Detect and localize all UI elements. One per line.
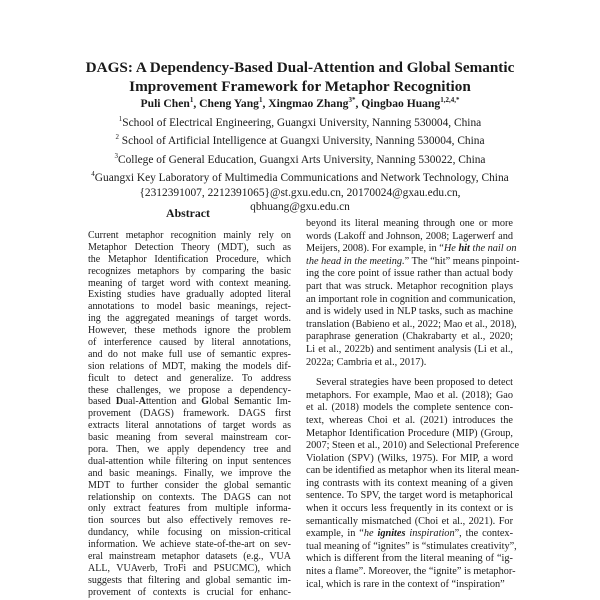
- text-line: [306, 528, 513, 541]
- text-line: extracts literal annotations of target words as: [88, 420, 291, 432]
- text-span: based: [88, 396, 116, 408]
- text-line: information. We achieve state-of-the-art on sev-: [88, 539, 291, 551]
- text-line: nites a flame”. Moreover, the “ignite” is metaphor-: [306, 566, 516, 578]
- text-line: paraphrase generation (Chakrabarty et al., 2020;: [306, 331, 513, 343]
- author-sup: 1,2,4,*: [440, 96, 460, 104]
- text-line: recognizes metaphors by comparing the basic: [88, 265, 291, 277]
- title-line: Improvement Framework for Metaphor Recognition: [129, 78, 471, 95]
- author-name: Puli Chen: [140, 96, 190, 110]
- text-line: 2022a; Cambria et al., 2017).: [306, 356, 427, 368]
- text-line: words (Lakoff and Johnson, 2008; Lagerwerf and: [306, 230, 513, 242]
- abstract-heading: Abstract: [166, 206, 210, 220]
- abstract-body: [88, 230, 291, 599]
- text-line: and basic meanings. Finally, we improve the: [88, 467, 291, 479]
- author-name: Qingbao Huang: [361, 96, 441, 110]
- text-line: Metaphor Detection Theory (MDT), such as: [88, 241, 291, 253]
- affiliation: [0, 112, 600, 130]
- text-line: text, whereas Choi et al. (2021) introduces the: [306, 414, 513, 426]
- text-span: A: [138, 396, 146, 408]
- text-line: which is different from the literal meaning of “ig-: [306, 553, 513, 565]
- text-line: [88, 396, 291, 408]
- affiliation-sup: 1: [118, 115, 123, 123]
- text-line: Li et al., 2022b) and sentiment analysis (Li et al.,: [306, 343, 513, 355]
- affiliation: [0, 130, 600, 148]
- text-line: ficult to detect and generalize. To address: [88, 372, 291, 384]
- text-line: ical, which is rare in the context of “inspiration”: [306, 578, 505, 590]
- text-line: However, these methods ignore the problem: [88, 325, 291, 337]
- affiliation: [0, 149, 600, 167]
- text-span: D: [115, 396, 124, 408]
- text-line: these challenges, we propose a dependency-: [88, 384, 291, 396]
- text-span: emantic Im-: [239, 396, 291, 408]
- introduction-body: [306, 218, 520, 591]
- text-span: inspiration: [405, 528, 455, 540]
- author-name: Cheng Yang: [199, 96, 259, 110]
- text-span: ignites: [377, 528, 406, 540]
- affiliations: [0, 112, 600, 215]
- text-line: beyond its literal meaning through one or more: [306, 218, 513, 229]
- text-line: meaning of target word with context meaning.: [88, 277, 291, 289]
- text-span: He: [443, 243, 459, 255]
- paragraph-gap: [306, 369, 513, 377]
- text-line: when it occurs less frequently in its context or is: [306, 503, 513, 515]
- text-line: eral mainstream metaphor datasets (e.g., VUA: [88, 551, 291, 563]
- text-line: ing contrasts with its context meaning of a given: [306, 477, 513, 489]
- text-line: Violation (SPV) (Wilks, 1975). For MIP, a word: [306, 452, 513, 464]
- affiliation-text: College of General Education, Guangxi Arts University, Nanning 530022, China: [118, 153, 486, 166]
- emails-line: {2312391007, 2212391065}@st.gxu.edu.cn, 20170024@gxau.edu.cn,: [139, 186, 461, 199]
- affiliation-text: School of Artificial Intelligence at Guangxi University, Nanning 530004, China: [118, 135, 485, 148]
- affiliation-sup: 2: [115, 133, 119, 142]
- text-line: ALL, VUAverb, TroFi and PSUCMC), which: [88, 562, 291, 574]
- text-line: dual-attention while filtering on input sentences: [88, 455, 291, 467]
- text-span: he: [363, 528, 378, 540]
- text-line: sion relations of MDT, making the models dif-: [88, 360, 291, 372]
- text-span: Meijers, 2008). For example, in “: [306, 243, 444, 255]
- text-line: ing the core point of issue rather than actual body: [306, 268, 513, 280]
- text-line: semantically mismatched (Choi et al., 2021). For: [306, 515, 513, 527]
- text-line: Current metaphor recognition mainly rely on: [88, 230, 291, 241]
- author-sup: 1: [189, 96, 194, 104]
- text-line: annotations to model basic meanings, reject-: [88, 301, 291, 313]
- text-line: an important role in cognition and communication,: [306, 293, 516, 305]
- text-line: tion sources but also effectively removes re-: [88, 515, 291, 527]
- text-span: ual-: [123, 396, 139, 408]
- text-line: sentence. To SPV, the target word is metaphorical: [306, 490, 513, 502]
- text-line: [306, 243, 517, 256]
- affiliation-text: School of Electrical Engineering, Guangxi University, Nanning 530004, China: [122, 116, 482, 129]
- text-line: Existing studies have gradually adopted literal: [88, 289, 291, 301]
- text-line: Metaphor Identification Procedure (MIP) (Group,: [306, 427, 513, 439]
- text-line: dundancy, while focusing on mission-critical: [88, 527, 291, 539]
- text-line: provement (DAGS) framework. DAGS first: [88, 408, 291, 420]
- text-line: basic meaning from several mainstream cor-: [88, 432, 291, 444]
- text-span: G: [201, 396, 210, 408]
- author-list: Puli Chen$^1$, Cheng Yang$^1$, Xingmao Zhang$^{3*}$, Qingbao Huang$^{1,2,4,*}$: [140, 96, 460, 110]
- text-span: S: [234, 396, 240, 408]
- text-span: lobal: [209, 396, 235, 408]
- text-line: metaphors. For example, Mao et al. (2018); Gao: [306, 389, 513, 401]
- text-line: the Metaphor Identification Procedure, which: [88, 253, 291, 265]
- text-line: Several strategies have been proposed to detect: [316, 377, 513, 389]
- author-sup: 1: [258, 96, 263, 104]
- text-span: the nail on: [469, 243, 517, 255]
- text-line: provement of contexts is crucial for enhanc-: [88, 586, 291, 598]
- affiliation-sup: 4: [91, 170, 95, 179]
- text-line: ing the aggregated meanings of target words.: [88, 313, 291, 325]
- text-line: 2007; Steen et al., 2010) and Selectional Preference: [306, 440, 520, 452]
- text-line: only extract features from multiple informa-: [88, 503, 291, 515]
- text-line: part that was struck. Metaphor recognition plays: [306, 280, 513, 292]
- text-span: ”, the contex-: [454, 528, 514, 540]
- affiliation-text: Guangxi Key Laboratory of Multimedia Communications and Network Technology, China: [94, 171, 509, 184]
- text-span: hit: [458, 243, 470, 255]
- text-line: and do not make full use of semantic expres-: [88, 348, 291, 360]
- paper-title: [0, 58, 600, 96]
- text-line: suggests that filtering and global semantic im-: [88, 574, 291, 586]
- text-line: et al. (2018) models the complete sentence con-: [306, 402, 513, 414]
- text-line: tual meaning of “ignites” is “stimulates creativity”,: [306, 540, 517, 552]
- text-span: ” The “hit” means pinpoint-: [404, 255, 520, 267]
- author-sup: 3*: [348, 96, 356, 104]
- text-line: relationship on contexts. The DAGS can not: [88, 491, 291, 503]
- text-span: example, in “: [306, 528, 364, 540]
- text-line: pora. Then, we apply dependency tree and: [88, 444, 291, 456]
- emails-line: qbhuang@gxu.edu.cn: [250, 201, 350, 214]
- text-span: ttention and: [145, 396, 202, 408]
- text-line: MDT to further consider the global semantic: [88, 479, 291, 491]
- text-line: of interference caused by literal annotations,: [88, 337, 291, 349]
- affiliation: [0, 167, 600, 185]
- author-name: Xingmao Zhang: [268, 96, 349, 110]
- affiliation-sup: 3: [114, 151, 118, 160]
- title-line: DAGS: A Dependency-Based Dual-Attention and Global Semantic: [85, 59, 515, 76]
- text-span: the head in the meeting.: [306, 255, 405, 267]
- text-line: and is widely used in NLP tasks, such as machine: [306, 306, 513, 318]
- text-line: [306, 255, 520, 269]
- text-line: translation (Babieno et al., 2022; Mao et al., 2018),: [306, 318, 517, 330]
- text-line: can be identified as metaphor when its literal mean-: [306, 465, 520, 477]
